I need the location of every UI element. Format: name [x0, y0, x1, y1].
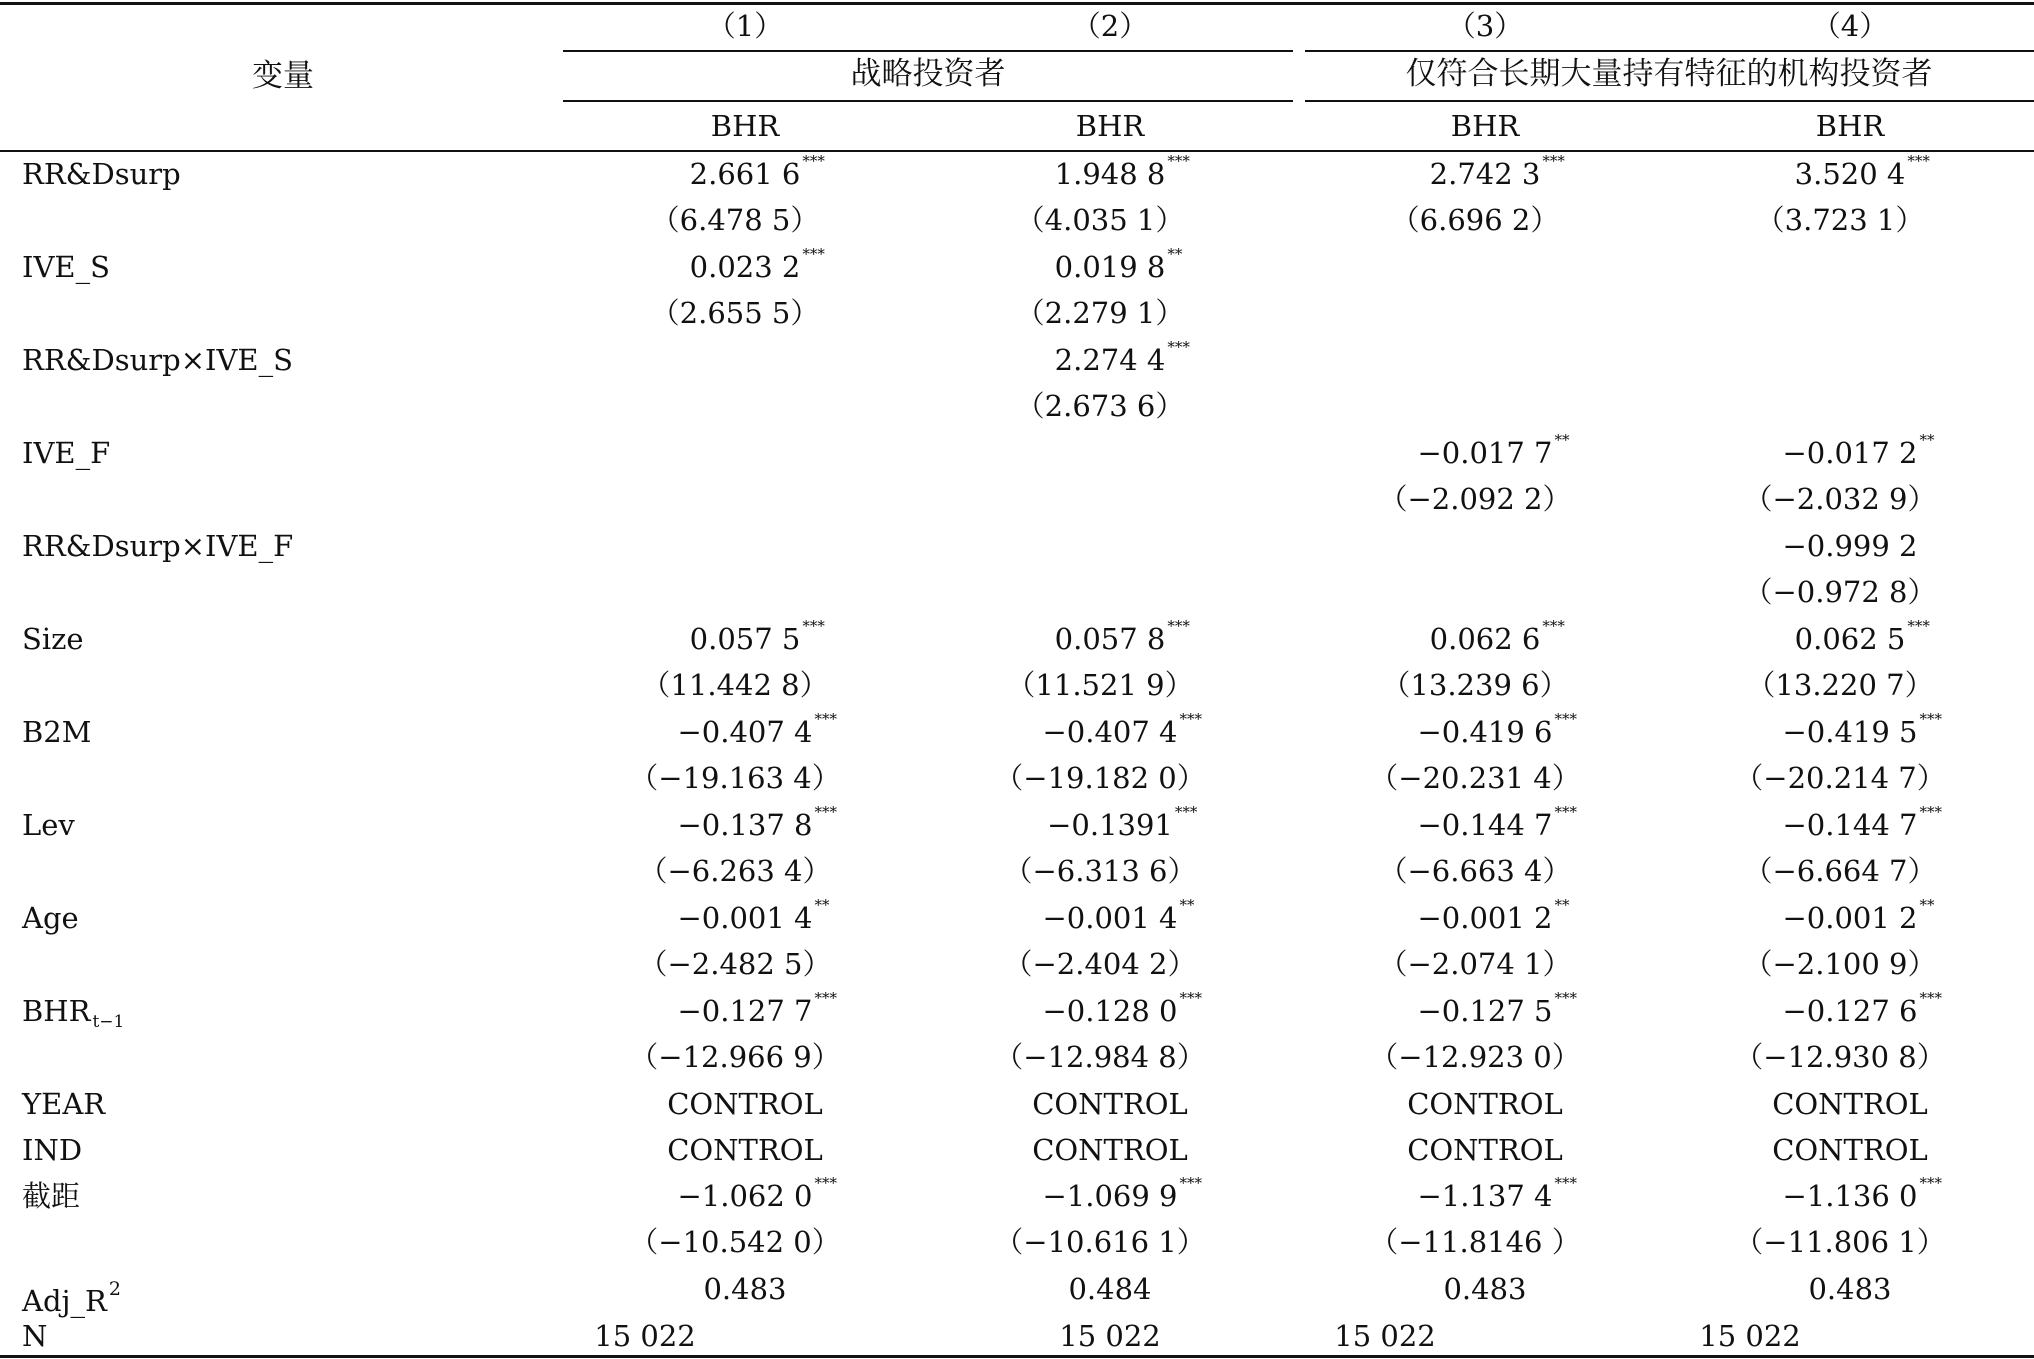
coefficient-stars: ***: [802, 245, 825, 263]
group-rule-strategic-lower: [563, 100, 1293, 102]
coefficient: −0.017 2: [1782, 436, 1918, 470]
intercept-coefficient: −1.136 0: [1782, 1179, 1918, 1213]
adj-r2-superscript: 2: [108, 1278, 121, 1300]
t-statistic: （−2.100 9）: [1743, 947, 1937, 981]
t-statistic: （−20.231 4）: [1369, 761, 1581, 795]
coefficient: −0.419 6: [1417, 715, 1553, 749]
control-value: CONTROL: [1407, 1087, 1563, 1121]
coefficient: 0.057 8: [1054, 622, 1166, 656]
column-number-3: （3）: [1446, 9, 1524, 43]
control-value: CONTROL: [1032, 1133, 1188, 1167]
coefficient-stars: ***: [1907, 617, 1930, 635]
t-statistic: （−6.313 6）: [1003, 854, 1197, 888]
t-statistic: （−12.930 8）: [1734, 1040, 1946, 1074]
coefficient-stars: ***: [1174, 803, 1198, 821]
t-statistic: （−19.182 0）: [994, 761, 1206, 795]
t-statistic: （−20.214 7）: [1734, 761, 1946, 795]
coefficient-stars: ***: [814, 803, 837, 821]
control-value: CONTROL: [1407, 1133, 1563, 1167]
intercept-coefficient-stars: ***: [1554, 1174, 1577, 1192]
coefficient-stars: **: [1554, 896, 1570, 914]
coefficient-stars: ***: [802, 617, 825, 635]
control-value: CONTROL: [667, 1133, 823, 1167]
coefficient: −0.1391: [1047, 808, 1173, 842]
coefficient-stars: ***: [1179, 989, 1202, 1007]
coefficient: −0.127 6: [1782, 994, 1918, 1028]
variable-name: IVE_S: [22, 250, 110, 284]
coefficient-stars: ***: [1542, 617, 1565, 635]
coefficient: −0.001 4: [677, 901, 813, 935]
coefficient-stars: ***: [1554, 710, 1577, 728]
t-statistic: （−12.923 0）: [1369, 1040, 1581, 1074]
coefficient-stars: ***: [1179, 710, 1202, 728]
coefficient-stars: ***: [1554, 989, 1577, 1007]
coefficient: −0.407 4: [677, 715, 813, 749]
t-statistic: （−12.984 8）: [994, 1040, 1206, 1074]
coefficient-stars: **: [814, 896, 830, 914]
coefficient-stars: ***: [814, 989, 837, 1007]
t-statistic: （6.696 2）: [1390, 203, 1560, 237]
variable-name: RR&Dsurp: [22, 157, 181, 191]
t-statistic: （−2.482 5）: [638, 947, 832, 981]
intercept-coefficient: −1.062 0: [677, 1179, 813, 1213]
n-value: 15 022: [1699, 1319, 1801, 1353]
coefficient-stars: ***: [1167, 152, 1190, 170]
adj-r2-name: Adj_R $^2$: [22, 1278, 121, 1318]
coefficient: 2.274 4: [1054, 343, 1166, 377]
coefficient: −0.999 2: [1782, 529, 1918, 563]
t-statistic: （2.655 5）: [650, 296, 820, 330]
t-statistic: （13.220 7）: [1746, 668, 1934, 702]
header-bottom-rule: [0, 150, 2034, 152]
coefficient: 2.742 3: [1429, 157, 1541, 191]
coefficient: 0.062 5: [1794, 622, 1906, 656]
control-value: CONTROL: [1772, 1133, 1928, 1167]
n-value: 15 022: [594, 1319, 696, 1353]
t-statistic: （11.442 8）: [641, 668, 829, 702]
coefficient-stars: ***: [1919, 803, 1942, 821]
intercept-t-statistic: （−11.8146 ）: [1369, 1225, 1581, 1259]
t-statistic: （−6.263 4）: [638, 854, 832, 888]
column-number-1: （1）: [706, 9, 784, 43]
coefficient: −0.128 0: [1042, 994, 1178, 1028]
dependent-var-3: BHR: [1450, 109, 1520, 143]
intercept-t-statistic: （−11.806 1）: [1734, 1225, 1946, 1259]
t-statistic: （11.521 9）: [1006, 668, 1194, 702]
variable-name: Age: [22, 901, 79, 935]
coefficient-stars: **: [1179, 896, 1195, 914]
control-name: IND: [22, 1133, 83, 1167]
coefficient: −0.144 7: [1782, 808, 1918, 842]
t-statistic: （−6.664 7）: [1743, 854, 1937, 888]
adj-r2-value: 0.483: [1443, 1272, 1527, 1306]
t-statistic: （6.478 5）: [650, 203, 820, 237]
adj-r2-value: 0.483: [703, 1272, 787, 1306]
top-rule: [0, 2, 2034, 5]
variable-subscript: t−1: [92, 1012, 125, 1032]
coefficient: −0.017 7: [1417, 436, 1553, 470]
coefficient: 0.057 5: [689, 622, 801, 656]
n-value: 15 022: [1334, 1319, 1436, 1353]
variable-name: Size: [22, 622, 84, 656]
intercept-coefficient-stars: ***: [1179, 1174, 1202, 1192]
t-statistic: （−2.032 9）: [1743, 482, 1937, 516]
t-statistic: （−19.163 4）: [629, 761, 841, 795]
dependent-var-2: BHR: [1075, 109, 1145, 143]
coefficient: −0.407 4: [1042, 715, 1178, 749]
intercept-t-statistic: （−10.616 1）: [994, 1225, 1206, 1259]
coefficient: −0.419 5: [1782, 715, 1918, 749]
coefficient-stars: ***: [1907, 152, 1930, 170]
intercept-coefficient: −1.069 9: [1042, 1179, 1178, 1213]
coefficient: 1.948 8: [1054, 157, 1166, 191]
coefficient-stars: ***: [1542, 152, 1565, 170]
group-rule-institutional-lower: [1305, 100, 2034, 102]
t-statistic: （−6.663 4）: [1378, 854, 1572, 888]
coefficient: 0.023 2: [689, 250, 801, 284]
column-number-2: （2）: [1071, 9, 1149, 43]
t-statistic: （−12.966 9）: [629, 1040, 841, 1074]
coefficient-stars: ***: [1919, 710, 1942, 728]
group-header-institutional: 仅符合长期大量持有特征的机构投资者: [1405, 56, 1933, 92]
coefficient-stars: **: [1167, 245, 1183, 263]
coefficient: 0.062 6: [1429, 622, 1541, 656]
group-rule-strategic: [563, 50, 1293, 52]
variable-name: Lev: [22, 808, 75, 842]
variable-name: B2M: [22, 715, 92, 749]
control-value: CONTROL: [667, 1087, 823, 1121]
coefficient: −0.127 5: [1417, 994, 1553, 1028]
control-value: CONTROL: [1772, 1087, 1928, 1121]
coefficient-stars: ***: [802, 152, 825, 170]
control-name: YEAR: [22, 1087, 106, 1121]
t-statistic: （4.035 1）: [1015, 203, 1185, 237]
coefficient-stars: ***: [1919, 989, 1942, 1007]
intercept-t-statistic: （−10.542 0）: [629, 1225, 841, 1259]
group-header-strategic: 战略投资者: [850, 56, 1006, 92]
coefficient-stars: ***: [814, 710, 837, 728]
group-rule-institutional: [1305, 50, 2034, 52]
variable-name: RR&Dsurp×IVE_S: [22, 343, 293, 377]
dependent-var-4: BHR: [1815, 109, 1885, 143]
intercept-coefficient-stars: ***: [1919, 1174, 1942, 1192]
coefficient: 0.019 8: [1054, 250, 1166, 284]
coefficient: −0.001 2: [1417, 901, 1553, 935]
variable-name: BHR $_{t-1}$: [22, 994, 125, 1032]
variable-name: RR&Dsurp×IVE_F: [22, 529, 294, 563]
coefficient-stars: **: [1919, 896, 1935, 914]
n-name: N: [22, 1319, 48, 1353]
t-statistic: （13.239 6）: [1381, 668, 1569, 702]
coefficient: −0.001 2: [1782, 901, 1918, 935]
coefficient: −0.144 7: [1417, 808, 1553, 842]
coefficient: −0.137 8: [677, 808, 813, 842]
t-statistic: （3.723 1）: [1755, 203, 1925, 237]
intercept-name: 截距: [22, 1179, 81, 1213]
intercept-coefficient: −1.137 4: [1417, 1179, 1553, 1213]
variable-header: 变量: [252, 58, 314, 94]
coefficient-stars: **: [1919, 431, 1935, 449]
t-statistic: （−0.972 8）: [1743, 575, 1937, 609]
bottom-rule: [0, 1355, 2034, 1358]
coefficient-stars: ***: [1554, 803, 1577, 821]
t-statistic: （2.673 6）: [1015, 389, 1185, 423]
column-number-4: （4）: [1811, 9, 1889, 43]
t-statistic: （−2.074 1）: [1378, 947, 1572, 981]
coefficient: −0.001 4: [1042, 901, 1178, 935]
t-statistic: （−2.404 2）: [1003, 947, 1197, 981]
dependent-var-1: BHR: [710, 109, 780, 143]
t-statistic: （−2.092 2）: [1378, 482, 1572, 516]
coefficient-stars: ***: [1167, 338, 1190, 356]
coefficient-stars: **: [1554, 431, 1570, 449]
coefficient: 3.520 4: [1794, 157, 1906, 191]
control-value: CONTROL: [1032, 1087, 1188, 1121]
t-statistic: （2.279 1）: [1015, 296, 1185, 330]
variable-name: IVE_F: [22, 436, 111, 470]
coefficient-stars: ***: [1167, 617, 1190, 635]
coefficient: 2.661 6: [689, 157, 801, 191]
n-value: 15 022: [1059, 1319, 1161, 1353]
adj-r2-value: 0.483: [1808, 1272, 1892, 1306]
intercept-coefficient-stars: ***: [814, 1174, 837, 1192]
adj-r2-value: 0.484: [1068, 1272, 1152, 1306]
coefficient: −0.127 7: [677, 994, 813, 1028]
